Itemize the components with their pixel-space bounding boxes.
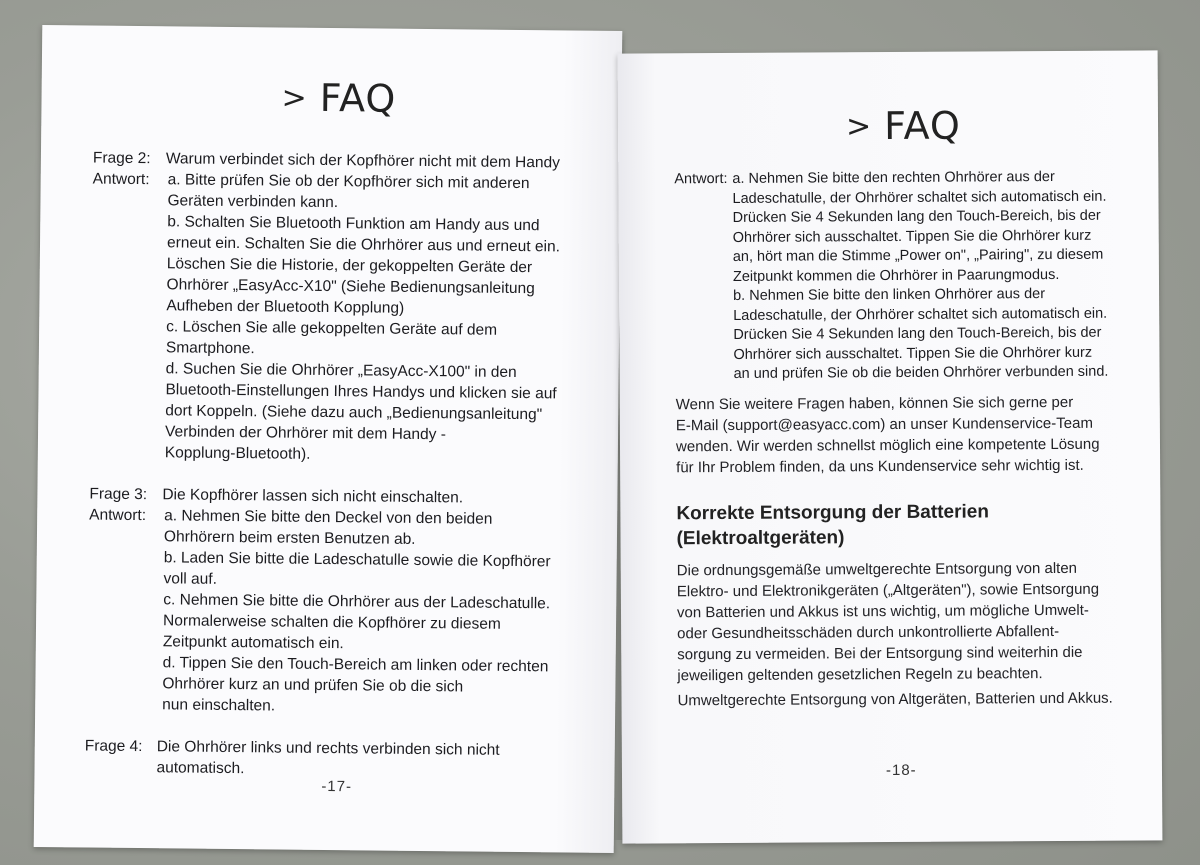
closing-line: Umweltgerechte Entsorgung von Altgeräten, Batterien und Akkus. [677,689,1113,710]
q2-question: Warum verbindet sich der Kopfhörer nicht mit dem Handy [165,150,560,172]
answer-line: a. Nehmen Sie bitte den rechten Ohrhörer aus der [732,168,1055,187]
answer-line: a. Bitte prüfen Sie ob der Kopfhörer sich mit anderen [167,171,530,193]
answer-line: b. Schalten Sie Bluetooth Funktion am Handy aus und [167,213,540,235]
chevron-right-icon: > [281,80,308,116]
paragraph-line: oder Gesundheitsschäden durch unkontrollierte Abfallent- [677,622,1060,643]
answer-line: Aufheben der Bluetooth Kopplung) [166,297,405,317]
section-title-line: (Elektroaltgeräten) [676,527,845,550]
answer-line: Normalerweise schalten die Kopfhörer zu diesem [162,612,501,633]
answer-line: dort Koppeln. (Siehe dazu auch „Bedienungsanleitung" [165,402,543,424]
q3-question: Die Kopfhörer lassen sich nicht einschalten. [162,486,464,507]
q4-question [156,736,499,782]
answer-line: Ohrhörern beim ersten Benutzen ab. [163,528,416,548]
q2-answer-label: Antwort: [92,170,150,189]
answer-line: Drücken Sie 4 Sekunden lang den Touch-Bereich, bis der [733,324,1102,343]
section-title-line: Korrekte Entsorgung der Batterien [676,501,989,525]
paragraph-line: sorgung zu vermeiden. Bei der Entsorgung sind weiterhin die [677,643,1083,664]
answer-label: Antwort: [674,170,728,188]
answer-line: Ladeschatulle, der Ohrhörer schaltet sich automatisch ein. [733,305,1108,324]
q4-question-line: Die Ohrhörer links und rechts verbinden sich nicht [156,738,500,759]
answer-line: Geräten verbinden kann. [167,192,339,212]
paragraph-line: für Ihr Problem finden, da uns Kundenservice sehr wichtig ist. [676,456,1084,477]
answer-line: Bluetooth-Einstellungen Ihres Handys und klicken sie auf [165,381,557,403]
q4-question-line: automatisch. [156,759,245,778]
answer-line: nun einschalten. [162,696,276,715]
answer-line: erneut ein. Schalten Sie die Ohrhörer aus und erneut ein. [166,234,561,256]
q3-label: Frage 3: [89,485,148,504]
disposal-paragraph [677,558,1100,687]
q3-answer-label: Antwort: [89,506,147,525]
answer-line: Ohrhörer sich ausschaltet. Tippen Sie die Ohrhörer kurz [733,344,1093,363]
q2-label: Frage 2: [92,149,151,168]
paragraph-line: wenden. Wir werden schnellst möglich eine kompetente Lösung [675,435,1100,456]
q3-answer [162,505,551,719]
answer-line: an und prüfen Sie ob die beiden Ohrhörer verbunden sind. [733,363,1109,382]
answer-line: c. Löschen Sie alle gekoppelten Geräte auf dem [166,318,498,339]
contact-paragraph [676,392,1100,479]
answer-line: an, hört man die Stimme „Power on", „Pairing", zu diesem [732,246,1104,265]
answer-line: Ladeschatulle, der Ohrhörer schaltet sich automatisch ein. [732,188,1107,207]
answer-line: Drücken Sie 4 Sekunden lang den Touch-Bereich, bis der [732,207,1101,226]
answer-line: a. Nehmen Sie bitte den Deckel von den beiden [164,507,493,528]
q4-label: Frage 4: [84,737,143,756]
answer-line: d. Suchen Sie die Ohrhörer „EasyAcc-X100" in den [165,360,517,381]
section-title [676,499,989,551]
heading-text: FAQ [884,103,961,149]
paragraph-line: von Batterien und Akkus ist uns wichtig, um mögliche Umwelt- [676,601,1089,622]
q2-answer [165,169,561,467]
answer-line: Kopplung-Bluetooth). [164,444,311,463]
answer-line: Zeitpunkt kommen die Ohrhörer in Paarungmodus. [732,266,1060,285]
chevron-right-icon: > [845,109,873,145]
page-number: -18- [885,761,917,780]
answer-line: d. Tippen Sie den Touch-Bereich am linken oder rechten [162,654,549,676]
paragraph-line: Elektro- und Elektronikgeräten („Altgeräten"), sowie Entsorgung [676,580,1100,601]
answer-line: c. Nehmen Sie bitte die Ohrhörer aus der Ladeschatulle. [163,591,551,613]
page-number: -17- [321,777,353,796]
answer-line: voll auf. [163,570,218,588]
answer-line: Zeitpunkt automatisch ein. [162,633,344,653]
answer-line: Ohrhörer „EasyAcc-X10" (Siehe Bedienungsanleitung [166,276,535,298]
answer-line: Verbinden der Ohrhörer mit dem Handy - [164,423,446,444]
heading-text: FAQ [319,75,397,121]
paragraph-line: jeweiligen geltenden gesetzlichen Regeln zu beachten. [677,665,1043,685]
right-page [618,50,1163,843]
page-heading [846,104,961,149]
answer-line: b. Nehmen Sie bitte den linken Ohrhörer aus der [733,286,1046,304]
answer-text [732,168,1108,385]
paragraph-line: E-Mail (support@easyacc.com) an unser Kundenservice-Team [675,414,1093,435]
answer-line: Ohrhörer sich ausschaltet. Tippen Sie die Ohrhörer kurz [732,227,1092,246]
answer-line: Ohrhörer kurz an und prüfen Sie ob die sich [162,675,464,696]
paragraph-line: Wenn Sie weitere Fragen haben, können Sie sich gerne per [675,393,1074,414]
paragraph-line: Die ordnungsgemäße umweltgerechte Entsorgung von alten [676,559,1078,580]
answer-line: b. Laden Sie bitte die Ladeschatulle sowie die Kopfhörer [163,549,551,571]
page-heading [281,75,396,120]
answer-line: Smartphone. [165,339,255,358]
left-page [34,25,623,853]
answer-line: Löschen Sie die Historie, der gekoppelten Geräte der [166,255,533,277]
